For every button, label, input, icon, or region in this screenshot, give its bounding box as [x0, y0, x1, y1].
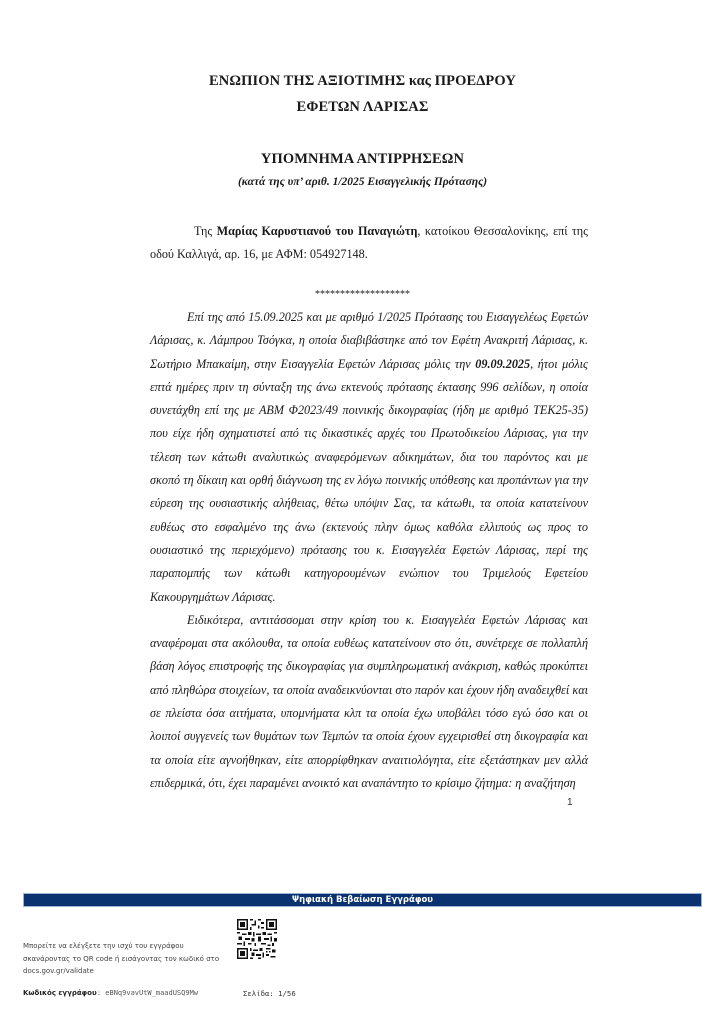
paragraph-1-date: 09.09.2025 [475, 356, 531, 371]
digital-certification-banner: Ψηφιακή Βεβαίωση Εγγράφου [23, 893, 702, 907]
document-title: ΥΠΟΜΝΗΜΑ ΑΝΤΙΡΡΗΣΕΩΝ [260, 151, 465, 167]
document-body [150, 306, 588, 795]
document-subtitle: (κατά της υπ’ αριθ. 1/2025 Εισαγγελικής Πρότασης) [237, 176, 488, 188]
qr-code-icon[interactable] [237, 919, 277, 959]
court-heading-line1: ΕΝΩΠΙΟΝ ΤΗΣ ΑΞΙΟΤΙΜΗΣ κας ΠΡΟΕΔΡΟΥ [209, 73, 516, 89]
body-paragraph-2: Ειδικότερα, αντιτάσσομαι στην κρίση του κ. Εισαγγελέα Εφετών Λάρισας και αναφέρομαι στα ακόλουθα, τα οποία ευθέως κατατείνουν στο ότι, συνέτρεχε σε πολλαπλή βάση λόγος επιστροφής της δικογραφίας για συμπληρωματική ανάκριση, καθώς προκύπτει από πληθώρα στοιχείων, τα οποία αναδεικνύονται στο παρόν και έχουν ήδη αναδειχθεί και σε πλείστα όσα αιτήματα, υπομνήματα κλπ τα οποία έχω υποβάλει τόσο εγώ όσο και οι λοιποί συγγενείς των θυμάτων των Τεμπών τα οποία έχουν εγχειρισθεί στη δικογραφία και τα οποία είτε αγνοήθηκαν, είτε απορρίφθηκαν αναιτιολόγητα, είτε εξετάστηκαν μεν αλλά επιδερμικά, ότι, έχει παραμένει ανοικτό και αναπάντητο το κρίσιμο ζήτημα: η αναζήτηση [150, 612, 588, 790]
court-heading-line2: ΕΦΕΤΩΝ ΛΑΡΙΣΑΣ [296, 99, 429, 115]
petitioner-name: Μαρίας Καρυστιανού του Παναγιώτη [216, 224, 418, 238]
body-paragraph-1 [150, 306, 588, 609]
petitioner-intro [150, 220, 588, 267]
document-code-separator: : [97, 989, 101, 997]
verification-instructions: Μπορείτε να ελέγξετε την ισχύ του εγγράφου σκανάροντας το QR code ή εισάγοντας τον κωδικό στο docs.gov.gr/validate [23, 942, 220, 975]
intro-prefix: Της [194, 224, 217, 238]
paragraph-1-part2: , ήτοι μόλις επτά ημέρες πριν τη σύνταξη της άνω εκτενούς πρότασης έκτασης 996 σελίδων, η οποία συνετάχθη επί της με ΑΒΜ Φ2023/49 ποινικής δικογραφίας (ήδη με αριθμό ΤΕΚ25-35) που είχε ήδη σχηματιστεί από τις δικαστικές αρχές του Πρωτοδικείου Λάρισας, για την τέλεση των κάτωθι αναλυτικώς αναφερόμενων αδικημάτων, δια του παρόντος και με σκοπό τη δίκαιη και ορθή διάγνωση της εν λόγω ποινικής υπόθεσης και προπάντων για την εύρεση της ουσιαστικής αλήθειας, θέτω υπόψιν Σας, τα κάτωθι, τα οποία κατατείνουν ευθέως στο εσφαλμένο της άνω (εκτενούς πλην όμως καθόλα ελλιπούς ως προς το ουσιαστικό της περιεχόμενο) πρότασης του κ. Εισαγγελέα Εφετών Λάρισας, περί της παραπομπής των κάτωθι κατηγορουμένων ενώπιον του Τριμελούς Εφετείου Κακουργημάτων Λάρισας. [150, 356, 588, 604]
document-code-value: eBNq9vavUtW_maadUSQ9Mw [105, 989, 198, 997]
page-count: Σελίδα: 1/56 [243, 989, 296, 998]
document-code [23, 989, 198, 997]
section-separator: ******************* [315, 289, 410, 300]
page-number: 1 [567, 797, 573, 808]
paragraph-1-part1: Επί της από 15.09.2025 και με αριθμό 1/2025 Πρότασης του Εισαγγελέως Εφετών Λάρισας, κ. Λάμπρου Τσόγκα, η οποία διαβιβάστηκε από τον Εφέτη Ανακριτή Λάρισας, κ. Σωτήριο Μπακαίμη, στην Εισαγγελία Εφετών Λάρισας μόλις την [150, 310, 588, 371]
document-code-label: Κωδικός εγγράφου [23, 989, 97, 997]
intro-suffix: , κατοίκου Θεσσαλονίκης, επί της οδού Καλλιγά, αρ. 16, με ΑΦΜ: 054927148. [150, 224, 588, 262]
